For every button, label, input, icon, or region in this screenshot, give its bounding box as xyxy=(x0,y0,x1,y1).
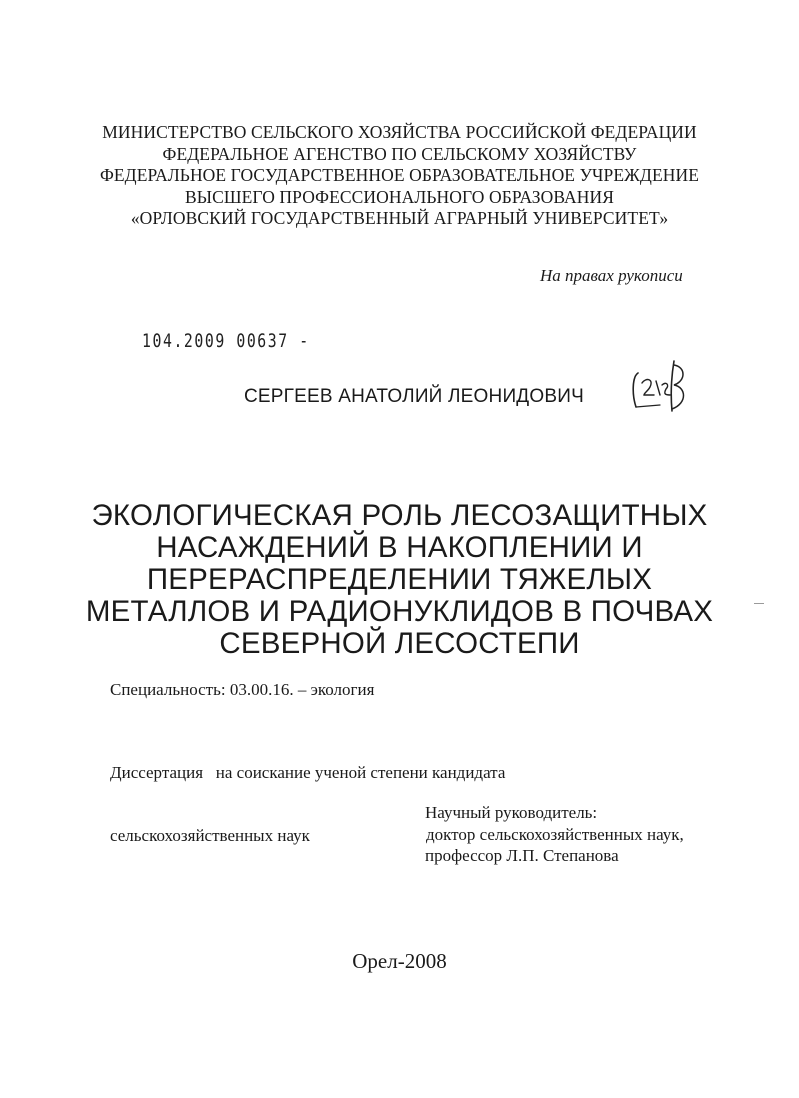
supervisor-label: Научный руководитель: xyxy=(425,803,598,822)
header-line-institution-type: ФЕДЕРАЛЬНОЕ ГОСУДАРСТВЕННОЕ ОБРАЗОВАТЕЛЬНОЕ УЧРЕЖДЕНИЕ xyxy=(99,165,700,185)
title-line: НАСАЖДЕНИЙ В НАКОПЛЕНИИ И xyxy=(156,531,643,564)
city-year: Орел-2008 xyxy=(352,949,447,973)
title-line: ПЕРЕРАСПРЕДЕЛЕНИИ ТЯЖЕЛЫХ xyxy=(146,563,653,596)
specialty-line: Специальность: 03.00.16. – экология xyxy=(110,680,375,699)
handwritten-signature xyxy=(620,355,690,417)
inventory-stamp: 104.2009 00637 - xyxy=(142,330,310,352)
author-name: СЕРГЕЕВ АНАТОЛИЙ ЛЕОНИДОВИЧ xyxy=(244,386,584,407)
header-line-ministry: МИНИСТЕРСТВО СЕЛЬСКОГО ХОЗЯЙСТВА РОССИЙСКОЙ ФЕДЕРАЦИИ xyxy=(102,122,697,142)
title-line: МЕТАЛЛОВ И РАДИОНУКЛИДОВ В ПОЧВАХ xyxy=(85,595,714,628)
supervisor-degree: доктор сельскохозяйственных наук, xyxy=(426,824,684,844)
dissertation-title xyxy=(0,500,799,660)
supervisor-block xyxy=(425,802,684,867)
scan-speck xyxy=(754,603,764,604)
rights-note: На правах рукописи xyxy=(540,266,683,285)
header-line-agency: ФЕДЕРАЛЬНОЕ АГЕНСТВО ПО СЕЛЬСКОМУ ХОЗЯЙСТВУ xyxy=(162,143,637,164)
header-line-education-level: ВЫСШЕГО ПРОФЕССИОНАЛЬНОГО ОБРАЗОВАНИЯ xyxy=(184,186,615,207)
title-line: СЕВЕРНОЙ ЛЕСОСТЕПИ xyxy=(219,627,580,660)
title-line: ЭКОЛОГИЧЕСКАЯ РОЛЬ ЛЕСОЗАЩИТНЫХ xyxy=(91,499,708,532)
supervisor-name: профессор Л.П. Степанова xyxy=(425,846,619,865)
degree-line: Диссертация на соискание ученой степени кандидата xyxy=(110,763,506,782)
header-line-university: «ОРЛОВСКИЙ ГОСУДАРСТВЕННЫЙ АГРАРНЫЙ УНИВЕРСИТЕТ» xyxy=(130,208,669,228)
institution-header xyxy=(0,122,799,230)
degree-line: сельскохозяйственных наук xyxy=(110,826,310,845)
